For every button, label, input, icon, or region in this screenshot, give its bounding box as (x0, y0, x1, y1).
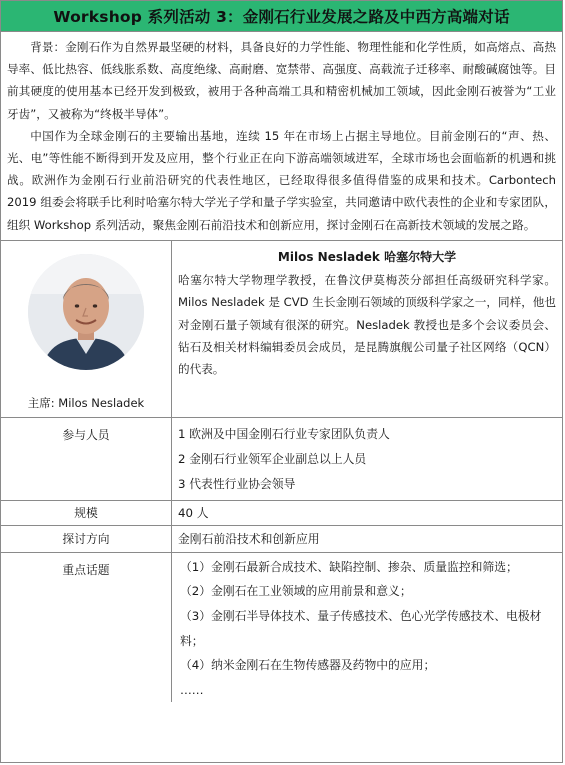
list-item: （3）金刚石半导体技术、量子传感技术、色心光学传感技术、电极材料； (180, 609, 542, 648)
expert-bio: 哈塞尔特大学物理学教授，在鲁汶伊莫梅茨分部担任高级研究科学家。Milos Nesladek 是 CVD 生长金刚石领域的顶级科学家之一，同样，他也对金刚石量子领域有很深的研究。Nesladek 教授也是多个会议委员会、钻石及相关材料编辑委员会成员，是昆腾旗舰公司量子社区网络（QCN）的代表。 (178, 272, 556, 377)
expert-portrait-icon (28, 254, 144, 370)
page-title: Workshop 系列活动 3：金刚石行业发展之路及中西方高端对话 (1, 1, 562, 32)
direction-label: 探讨方向 (1, 526, 172, 552)
background-paragraph-2: 中国作为全球金刚石的主要输出基地，连续 15 年在市场上占据主导地位。目前金刚石的“声、热、光、电”等性能不断得到开发及应用，整个行业正在向下游高端领域进军，全球市场也会面临新的机遇和挑战。欧洲作为金刚石行业前沿研究的代表性地区，已经取得很多值得借鉴的成果和技术。Carbontech 2019 组委会将联手比利时哈塞尔特大学光子学和量子学实验室，共同邀请中欧代表性的企业和专家团队，组织 Workshop 系列活动，聚焦金刚石前沿技术和创新应用，探讨金刚石在高新技术领域的发展之路。 (7, 128, 556, 232)
list-item: （1）金刚石最新合成技术、缺陷控制、掺杂、质量监控和筛选； (180, 559, 518, 574)
list-item: 1 欧洲及中国金刚石行业专家团队负责人 (178, 426, 390, 441)
direction-value: 金刚石前沿技术和创新应用 (178, 532, 320, 547)
scale-label: 规模 (1, 501, 172, 525)
topics-list (172, 553, 562, 703)
list-item: （4）纳米金刚石在生物传感器及药物中的应用； (180, 658, 436, 673)
chair-label: 主席: Milos Nesladek (27, 395, 145, 410)
expert-name: Milos Nesladek 哈塞尔特大学 (277, 249, 457, 264)
participants-label: 参与人员 (1, 418, 172, 500)
list-item: 3 代表性行业协会领导 (178, 476, 296, 491)
participants-row (1, 418, 562, 501)
topics-row (1, 553, 562, 703)
background-paragraph-1: 背景：金刚石作为自然界最坚硬的材料，具备良好的力学性能、物理性能和化学性质，如高熔点、高热导率、低比热容、低线胀系数、高度绝缘、高耐磨、宽禁带、高强度、高载流子迁移率、耐酸碱腐蚀等。目前其硬度的使用基本已经开发到极致，被用于各种高端工具和精密机械加工领域，因此金刚石被誉为“工业牙齿”，又被称为“终极半导体”。 (7, 40, 556, 121)
avatar (28, 254, 144, 370)
direction-row (1, 526, 562, 553)
scale-value: 40 人 (178, 506, 209, 521)
background-section (1, 32, 562, 241)
list-item: …… (180, 682, 204, 697)
expert-photo-cell (1, 241, 172, 417)
expert-row (1, 241, 562, 418)
scale-row (1, 501, 562, 526)
list-item: （2）金刚石在工业领域的应用前景和意义； (180, 584, 412, 599)
participants-list (172, 418, 562, 500)
list-item: 2 金刚石行业领军企业副总以上人员 (178, 451, 367, 466)
expert-info-cell (172, 241, 562, 417)
topics-label: 重点话题 (1, 553, 172, 703)
